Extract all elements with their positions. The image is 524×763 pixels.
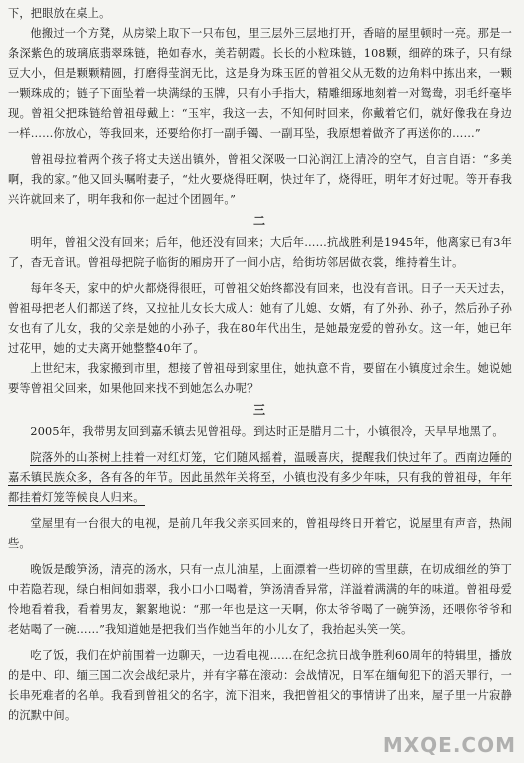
paragraph: 明年，曾祖父没有回来；后年，他还没有回来；大后年……抗战胜利是1945年，他离家已有3年了，杳无音讯。曾祖母把院子临街的厢房开了一间小店，给街坊邻居做衣裳，维持着生计。	[8, 236, 512, 269]
paragraph: 吃了饭，我们在炉前围着一边聊天，一边看电视……在纪念抗日战争胜利60周年的特辑里，播放的是中、印、缅三国二次会战纪录片，并有字幕在滚动：会战情况，日军在缅甸犯下的滔天罪行，一长串死难者的名单。我看到曾祖父的名字，流下泪来，我把曾祖父的事情讲了出来，屋子里一片寂静的沉默中间。	[8, 649, 512, 722]
paragraph: 上世纪末，我家搬到市里，想接了曾祖母到家里住，她执意不肯，要留在小镇度过余生。她说她要等曾祖父回来，如果他回来找不到她怎么办呢？	[8, 362, 512, 395]
paragraph: 他搬过一个方凳，从房梁上取下一只布包，里三层外三层地打开，香暗的屋里顿时一亮。那是一条深紫色的玻璃底翡翠珠链，艳如春水，美若朝霞。长长的小粒珠链，108颗，细碎的珠子，只有绿豆大小，但是颗颗精圆，打磨得莹润无比，这是身为珠玉匠的曾祖父从无数的边角料中拣出来，一颗一颗珠成的；链子下面坠着一块满绿的玉牌，只有小手指大，精雕细琢地刻着一对鸳鸯，羽毛纤毫毕现。曾祖父把珠链给曾祖母戴上：“玉牢，我这一去，不知何时回来，你戴着它们，就好像我在身边一样……你放心，等我回来，还要给你打一副手镯、一副耳坠，我原想着做齐了再送你的……”	[8, 27, 512, 140]
underlined-paragraph	[8, 448, 512, 508]
paragraph: 每年冬天，家中的炉火都烧得很旺，可曾祖父始终都没有回来，也没有音讯。日子一天天过去，曾祖母把老人们都送了终，又拉扯儿女长大成人：她有了儿媳、女婿，有了外孙、孙子，然后孙子孙女也有了儿女，我的父亲是她的小孙子，我在80年代出生，是她最宠爱的曾孙女。这一年，她已年过花甲，她的丈夫离开她整整40年了。	[8, 282, 512, 355]
underlined-text: 院落外的山茶树上挂着一对红灯笼，它们随风摇着，温暖喜庆，提醒我们快过年了。西南边陲的嘉禾镇民族众多，各有各的年节。因此虽然年关将至，小镇也没有多少年味，只有我的曾祖母，年年都挂着灯笼等候良人归来。	[8, 451, 512, 504]
paragraph: 堂屋里有一台很大的电视，是前几年我父亲买回来的，曾祖母终日开着它，说屋里有声音，热闹些。	[8, 517, 512, 550]
paragraph: 下，把眼放在桌上。	[8, 7, 111, 20]
paragraph: 晚饭是酸笋汤，清亮的汤水，只有一点儿油星，上面漂着一些切碎的雪里蕻，在切成细丝的笋丁中若隐若现，绿白相间如翡翠，我小口小口喝着，笋汤清香异常，洋溢着满满的年的味道。曾祖母爱怜地看着我，看着男友，絮絮地说：“那一年也是这一天啊，你太爷爷喝了一碗笋汤，还喂你爷爷和老姑喝了一碗……”我知道她是把我们当作她当年的小儿女了，我抬起头笑一笑。	[8, 563, 512, 636]
section-heading: 三	[252, 403, 267, 417]
paragraph: 曾祖母拉着两个孩子将丈夫送出镇外，曾祖父深吸一口沁润江上清冷的空气，自言自语：“多美啊，我的家。”他又回头嘱咐妻子，“灶火要烧得旺啊，快过年了，烧得旺，明年才好过呢。等开春我兴许就回来了，明年我和你一起过个团圆年。”	[8, 153, 512, 206]
watermark-logo: MXQE.COM	[382, 733, 516, 757]
section-heading: 二	[252, 214, 267, 228]
paragraph: 2005年，我带男友回到嘉禾镇去见曾祖母。到达时正是腊月二十，小镇很冷，天早早地黑了。	[30, 425, 504, 438]
